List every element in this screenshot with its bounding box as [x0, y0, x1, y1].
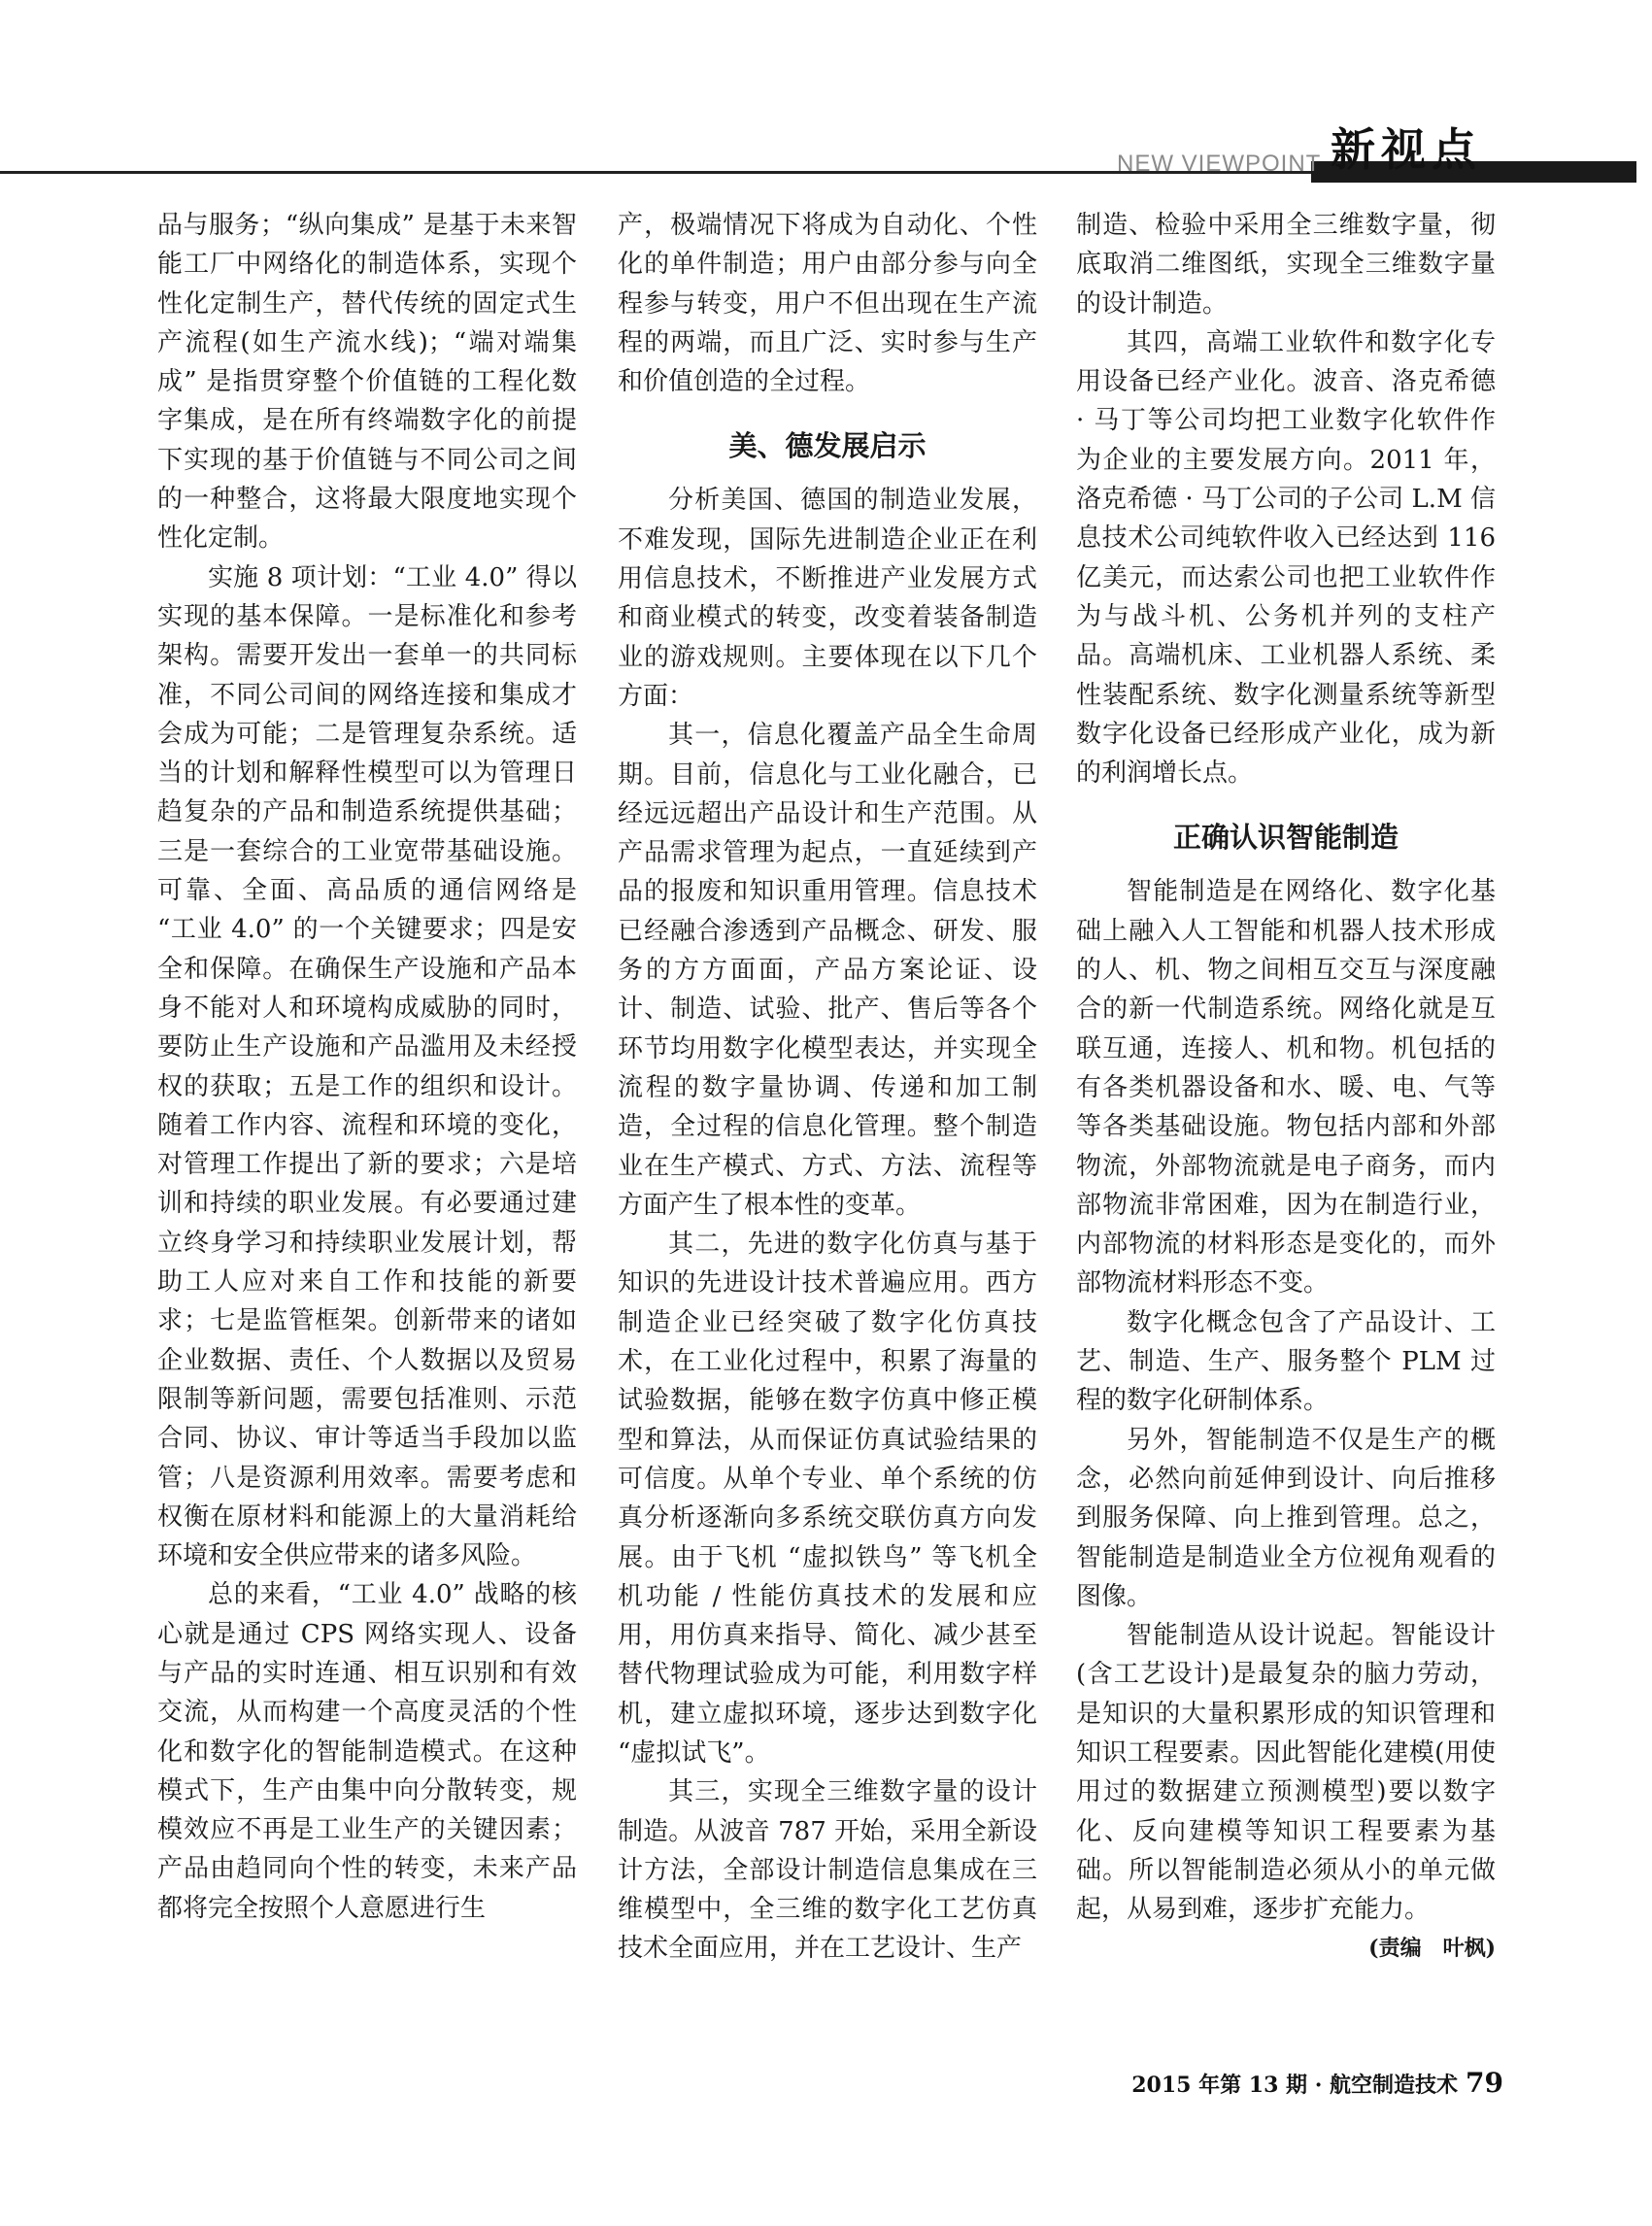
paragraph: 另外，智能制造不仅是生产的概念，必然向前延伸到设计、向后推移到服务保障、向上推到管理。总之，智能制造是制造业全方位视角观看的图像。 — [1076, 1425, 1496, 1611]
column-3 — [1076, 206, 1496, 1969]
paragraph: 智能制造是在网络化、数字化基础上融入人工智能和机器人技术形成的人、机、物之间相互交互与深度融合的新一代制造系统。网络化就是互联互通，连接人、机和物。机包括的有各类机器设备和水、暖、电、气等等各类基础设施。物包括内部和外部物流，外部物流就是电子商务，而内部物流非常困难，因为在制造行业，内部物流的材料形态是变化的，而外部物流材料形态不变。 — [1076, 877, 1496, 1298]
paragraph: 其一，信息化覆盖产品全生命周期。目前，信息化与工业化融合，已经远远超出产品设计和生产范围。从产品需求管理为起点，一直延续到产品的报废和知识重用管理。信息技术已经融合渗透到产品概念、研发、服务的方方面面，产品方案论证、设计、制造、试验、批产、售后等各个环节均用数字化模型表达，并实现全流程的数字量协调、传递和加工制造，全过程的信息化管理。整个制造业在生产模式、方式、方法、流程等方面产生了根本性的变革。 — [618, 721, 1037, 1220]
paragraph: 其二，先进的数字化仿真与基于知识的先进设计技术普遍应用。西方制造企业已经突破了数字化仿真技术，在工业化过程中，积累了海量的试验数据，能够在数字仿真中修正模型和算法，从而保证仿真试验结果的可信度。从单个专业、单个系统的仿真分析逐渐向多系统交联仿真方向发展。由于飞机 “虚拟铁鸟” 等飞机全机功能 / 性能仿真技术的发展和应用，用仿真来指导、简化、减少甚至替代物理试验成为可能，利用数字样机，建立虚拟环境，逐步达到数字化 “虚拟试飞”。 — [618, 1230, 1037, 1768]
paragraph: 其三，实现全三维数字量的设计制造。从波音 787 开始，采用全新设计方法，全部设计制造信息集成在三维模型中，全三维的数字化工艺仿真技术全面应用，并在工艺设计、生产 — [618, 1777, 1037, 1964]
column-2 — [618, 206, 1037, 1969]
page-number: 79 — [1466, 2067, 1503, 2099]
section-heading: 正确认识智能制造 — [1172, 821, 1399, 855]
section-label-cn: 新视点 — [1331, 123, 1482, 176]
issue-info: 2015 年第 13 期 · 航空制造技术 — [1131, 2073, 1459, 2098]
section-heading: 美、德发展启示 — [728, 429, 927, 463]
paragraph: 总的来看，“工业 4.0” 战略的核心就是通过 CPS 网络实现人、设备与产品的实时连通、相互识别和有效交流，从而构建一个高度灵活的个性化和数字化的智能制造模式。在这种模式下，生产由集中向分散转变，规模效应不再是工业生产的关键因素；产品由趋同向个性的转变，未来产品都将完全按照个人意愿进行生 — [157, 1580, 577, 1923]
paragraph: 数字化概念包含了产品设计、工艺、制造、生产、服务整个 PLM 过程的数字化研制体系。 — [1076, 1307, 1496, 1416]
paragraph: 其四，高端工业软件和数字化专用设备已经产业化。波音、洛克希德 · 马丁等公司均把工业数字化软件作为企业的主要发展方向。2011 年，洛克希德 · 马丁公司的子公司 L.M 信息技术公司纯软件收入已经达到 116 亿美元，而达索公司也把工业软件作为与战斗机、公务机并列的支柱产品。高端机床、工业机器人系统、柔性装配系统、数字化测量系统等新型数字化设备已经形成产业化，成为新的利润增长点。 — [1076, 327, 1496, 789]
paragraph: 制造、检验中采用全三维数字量，彻底取消二维图纸，实现全三维数字量的设计制造。 — [1076, 211, 1496, 319]
paragraph-text: 智能制造从设计说起。智能设计(含工艺设计)是最复杂的脑力劳动，是知识的大量积累形成的知识管理和知识工程要素。因此智能化建模(用使用过的数据建立预测模型)要以数字化、反向建模等知识工程要素为基础。所以智能制造必须从小的单元做起，从易到难，逐步扩充能力。 — [1076, 1621, 1496, 1925]
paragraph: 分析美国、德国的制造业发展，不难发现，国际先进制造企业正在利用信息技术，不断推进产业发展方式和商业模式的转变，改变着装备制造业的游戏规则。主要体现在以下几个方面： — [618, 486, 1037, 711]
header-rule — [0, 171, 1311, 174]
section-label-en: NEW VIEWPOINT — [1117, 151, 1322, 177]
page-footer — [1076, 2067, 1503, 2099]
column-1 — [157, 206, 577, 1928]
paragraph — [1076, 1616, 1496, 1962]
editor-credit: (责编 叶枫) — [1368, 1936, 1496, 1962]
paragraph: 产，极端情况下将成为自动化、个性化的单件制造；用户由部分参与向全程参与转变，用户不但出现在生产流程的两端，而且广泛、实时参与生产和价值创造的全过程。 — [618, 211, 1037, 397]
paragraph: 实施 8 项计划：“工业 4.0” 得以实现的基本保障。一是标准化和参考架构。需要开发出一套单一的共同标准，不同公司间的网络连接和集成才会成为可能；二是管理复杂系统。适当的计划和解释性模型可以为管理日趋复杂的产品和制造系统提供基础；三是一套综合的工业宽带基础设施。可靠、全面、高品质的通信网络是 “工业 4.0” 的一个关键要求；四是安全和保障。在确保生产设施和产品本身不能对人和环境构成威胁的同时，要防止生产设施和产品滥用及未经授权的获取；五是工作的组织和设计。随着工作内容、流程和环境的变化，对管理工作提出了新的要求；六是培训和持续的职业发展。有必要通过建立终身学习和持续职业发展计划，帮助工人应对来自工作和技能的新要求；七是监管框架。创新带来的诸如企业数据、责任、个人数据以及贸易限制等新问题，需要包括准则、示范合同、协议、审计等适当手段加以监管；八是资源利用效率。需要考虑和权衡在原材料和能源上的大量消耗给环境和安全供应带来的诸多风险。 — [157, 562, 577, 1571]
paragraph: 品与服务；“纵向集成” 是基于未来智能工厂中网络化的制造体系，实现个性化定制生产，替代传统的固定式生产流程(如生产流水线)；“端对端集成” 是指贯穿整个价值链的工程化数字集成，是在所有终端数字化的前提下实现的基于价值链与不同公司之间的一种整合，这将最大限度地实现个性化定制。 — [157, 211, 577, 554]
